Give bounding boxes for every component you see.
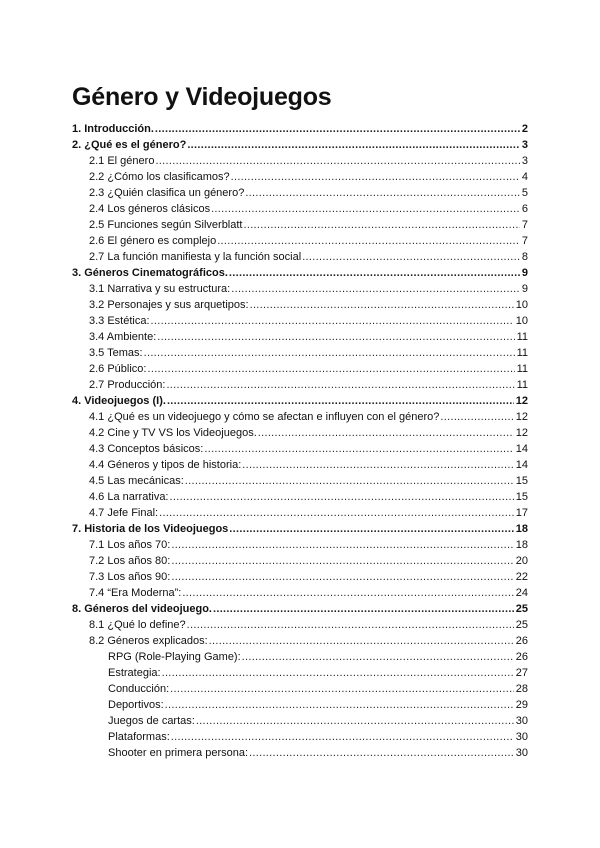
toc-entry-label: 3.1 Narrativa y su estructura: [89,283,231,295]
toc-dot-leader [229,265,520,281]
toc-dot-leader [217,233,520,249]
toc-dot-leader [187,617,514,633]
toc-dot-leader [171,729,514,745]
toc-entry[interactable] [72,537,528,553]
toc-dot-leader [182,585,513,601]
toc-dot-leader [185,473,514,489]
toc-dot-leader [162,665,514,681]
toc-entry[interactable] [72,505,528,521]
toc-entry-label: 7.4 “Era Moderna”: [89,587,182,599]
toc-entry-page-number: 2 [521,123,528,135]
toc-entry[interactable] [72,521,528,537]
toc-entry[interactable] [72,153,528,169]
toc-entry[interactable] [72,585,528,601]
toc-entry-page-number: 14 [515,459,528,471]
toc-entry-page-number: 7 [521,235,528,247]
toc-entry[interactable] [72,297,528,313]
toc-entry-label: 2.6 Público: [89,363,147,375]
toc-entry-page-number: 5 [521,187,528,199]
toc-entry-label: Plataformas: [108,731,170,743]
toc-entry-page-number: 7 [521,219,528,231]
toc-entry-label: 7. Historia de los Videojuegos [72,523,229,535]
toc-entry-label: Conducción: [108,683,170,695]
toc-dot-leader [211,201,520,217]
toc-entry-label: Deportivos: [108,699,164,711]
toc-entry-label: 2.4 Los géneros clásicos [89,203,211,215]
toc-entry-label: 4.2 Cine y TV VS los Videojuegos. [89,427,257,439]
toc-entry-label: RPG (Role-Playing Game): [108,651,241,663]
toc-dot-leader [231,281,520,297]
toc-entry-label: 4.7 Jefe Final: [89,507,159,519]
toc-dot-leader [157,329,514,345]
toc-entry-label: 3.5 Temas: [89,347,143,359]
toc-entry[interactable] [72,329,528,345]
toc-entry-page-number: 26 [515,651,528,663]
toc-entry[interactable] [72,681,528,697]
toc-dot-leader [213,601,514,617]
toc-entry[interactable] [72,345,528,361]
toc-entry-page-number: 11 [516,347,528,359]
toc-entry[interactable] [72,201,528,217]
toc-entry-page-number: 30 [515,731,528,743]
toc-entry-page-number: 12 [515,395,528,407]
toc-dot-leader [440,409,513,425]
toc-dot-leader [243,217,519,233]
toc-dot-leader [171,569,513,585]
toc-entry-page-number: 9 [521,267,528,279]
toc-dot-leader [229,521,513,537]
toc-entry[interactable] [72,233,528,249]
toc-entry-page-number: 29 [515,699,528,711]
toc-entry-label: 4. Videojuegos (I). [72,395,166,407]
toc-entry[interactable] [72,393,528,409]
toc-entry[interactable] [72,665,528,681]
toc-dot-leader [242,457,514,473]
table-of-contents [72,121,528,761]
toc-entry-page-number: 25 [515,603,528,615]
toc-entry-label: 3.4 Ambiente: [89,331,157,343]
toc-entry[interactable] [72,569,528,585]
toc-entry-label: 4.4 Géneros y tipos de historia: [89,459,242,471]
toc-entry-page-number: 11 [516,379,528,391]
toc-entry-label: 7.3 Los años 90: [89,571,171,583]
toc-entry[interactable] [72,425,528,441]
toc-entry-label: 7.2 Los años 80: [89,555,171,567]
toc-entry-label: Shooter en primera persona: [108,747,249,759]
toc-dot-leader [196,713,514,729]
toc-entry[interactable] [72,489,528,505]
toc-entry-page-number: 8 [521,251,528,263]
toc-entry-label: 4.6 La narrativa: [89,491,169,503]
toc-entry[interactable] [72,361,528,377]
toc-entry-page-number: 6 [521,203,528,215]
toc-entry-page-number: 30 [515,715,528,727]
toc-entry[interactable] [72,553,528,569]
toc-entry[interactable] [72,313,528,329]
toc-entry-page-number: 9 [521,283,528,295]
toc-entry-page-number: 10 [515,299,528,311]
toc-entry-page-number: 15 [515,491,528,503]
toc-entry[interactable] [72,409,528,425]
toc-entry-page-number: 18 [515,539,528,551]
toc-entry-label: 3.2 Personajes y sus arquetipos: [89,299,249,311]
toc-entry[interactable] [72,729,528,745]
toc-entry-page-number: 12 [515,411,528,423]
toc-dot-leader [170,681,514,697]
toc-entry[interactable] [72,137,528,153]
toc-dot-leader [231,169,520,185]
toc-dot-leader [167,393,514,409]
toc-entry-label: 2. ¿Qué es el género? [72,139,187,151]
toc-entry[interactable] [72,185,528,201]
toc-entry-label: 1. Introducción. [72,123,154,135]
toc-entry-label: 4.3 Conceptos básicos: [89,443,204,455]
toc-dot-leader [147,361,514,377]
toc-dot-leader [171,537,513,553]
toc-entry[interactable] [72,633,528,649]
toc-dot-leader [155,121,520,137]
toc-entry-label: 4.5 Las mecánicas: [89,475,184,487]
toc-entry[interactable] [72,745,528,761]
toc-entry-label: 2.7 Producción: [89,379,166,391]
toc-entry-page-number: 15 [515,475,528,487]
toc-entry-page-number: 27 [515,667,528,679]
toc-dot-leader [245,185,520,201]
toc-entry-page-number: 28 [515,683,528,695]
toc-entry-label: 2.6 El género es complejo [89,235,217,247]
toc-entry-label: 2.2 ¿Cómo los clasificamos? [89,171,230,183]
toc-entry-label: 8.2 Géneros explicados: [89,635,208,647]
toc-dot-leader [170,489,514,505]
toc-entry-label: 2.3 ¿Quién clasifica un género? [89,187,245,199]
toc-entry-page-number: 30 [515,747,528,759]
toc-dot-leader [187,137,520,153]
toc-dot-leader [258,425,514,441]
toc-dot-leader [250,297,514,313]
toc-entry-label: 3.3 Estética: [89,315,150,327]
toc-entry-label: 2.7 La función manifiesta y la función social [89,251,302,263]
toc-entry-label: Juegos de cartas: [108,715,195,727]
toc-entry-page-number: 3 [521,155,528,167]
toc-entry[interactable] [72,249,528,265]
toc-entry[interactable] [72,121,528,137]
toc-entry[interactable] [72,649,528,665]
toc-entry[interactable] [72,281,528,297]
toc-entry-page-number: 22 [515,571,528,583]
toc-dot-leader [166,377,514,393]
toc-entry[interactable] [72,473,528,489]
toc-entry-page-number: 12 [515,427,528,439]
toc-entry[interactable] [72,265,528,281]
toc-entry-label: 8.1 ¿Qué lo define? [89,619,186,631]
toc-dot-leader [249,745,514,761]
toc-dot-leader [209,633,514,649]
toc-entry-label: Estrategia: [108,667,161,679]
toc-entry-page-number: 24 [515,587,528,599]
toc-entry-label: 2.1 El género [89,155,155,167]
toc-entry-page-number: 20 [515,555,528,567]
toc-entry-page-number: 3 [521,139,528,151]
toc-entry-page-number: 11 [516,363,528,375]
toc-entry-page-number: 10 [515,315,528,327]
toc-entry-page-number: 11 [516,331,528,343]
toc-entry[interactable] [72,617,528,633]
toc-dot-leader [155,153,519,169]
toc-entry-page-number: 26 [515,635,528,647]
toc-entry-label: 3. Géneros Cinematográficos. [72,267,228,279]
toc-dot-leader [165,697,514,713]
toc-dot-leader [204,441,513,457]
toc-entry-page-number: 18 [515,523,528,535]
toc-entry[interactable] [72,217,528,233]
toc-dot-leader [144,345,515,361]
toc-entry[interactable] [72,713,528,729]
toc-entry-label: 8. Géneros del videojuego. [72,603,212,615]
toc-entry[interactable] [72,697,528,713]
toc-entry[interactable] [72,441,528,457]
toc-entry[interactable] [72,601,528,617]
toc-entry[interactable] [72,377,528,393]
toc-dot-leader [302,249,520,265]
toc-entry-label: 7.1 Los años 70: [89,539,171,551]
toc-dot-leader [159,505,514,521]
toc-entry-page-number: 17 [515,507,528,519]
toc-entry-label: 4.1 ¿Qué es un videojuego y cómo se afectan e influyen con el género? [89,411,440,423]
toc-entry-page-number: 4 [521,171,528,183]
toc-entry-page-number: 25 [515,619,528,631]
toc-entry[interactable] [72,457,528,473]
toc-entry-page-number: 14 [515,443,528,455]
document-title: Género y Videojuegos [72,83,332,111]
toc-entry[interactable] [72,169,528,185]
toc-dot-leader [151,313,514,329]
toc-dot-leader [242,649,514,665]
toc-dot-leader [171,553,513,569]
toc-entry-label: 2.5 Funciones según Silverblatt [89,219,243,231]
